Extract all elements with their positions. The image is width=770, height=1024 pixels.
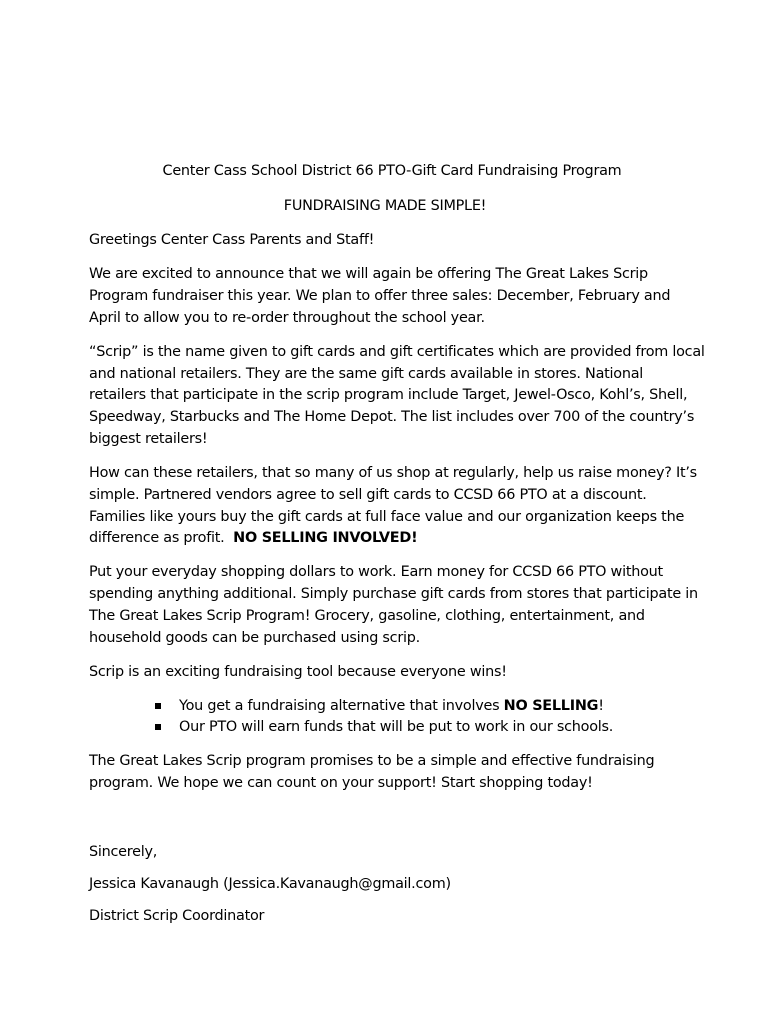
paragraph-line: household goods can be purchased using scrip.: [89, 630, 420, 646]
bullet-icon: [155, 724, 161, 730]
paragraph-line: We are excited to announce that we will again be offering The Great Lakes Scrip: [89, 266, 648, 282]
bullet-text-part: !: [598, 698, 604, 714]
paragraph-line: The Great Lakes Scrip program promises to be a simple and effective fundraising: [89, 753, 655, 769]
no-selling-emphasis: NO SELLING: [503, 698, 599, 714]
bullet-text: Our PTO will earn funds that will be put to work in our schools.: [179, 719, 614, 735]
paragraph-line: The Great Lakes Scrip Program! Grocery, gasoline, clothing, entertainment, and: [89, 608, 645, 624]
closing: Sincerely,: [89, 844, 158, 860]
paragraph-line: How can these retailers, that so many of us shop at regularly, help us raise money? It’s: [89, 465, 697, 481]
greeting: Greetings Center Cass Parents and Staff!: [89, 232, 375, 248]
signature-name: Jessica Kavanaugh (: [89, 876, 229, 892]
paragraph-line: [89, 528, 417, 550]
signature-close-paren: ): [445, 876, 451, 892]
paragraph-line: April to allow you to re-order throughout the school year.: [89, 310, 485, 326]
paragraph-line: Program fundraiser this year. We plan to offer three sales: December, February and: [89, 288, 671, 304]
paragraph-line: biggest retailers!: [89, 431, 208, 447]
paragraph-line: Scrip is an exciting fundraising tool because everyone wins!: [89, 664, 507, 680]
signature-email-link[interactable]: Jessica.Kavanaugh@gmail.com: [228, 876, 446, 892]
letter-subtitle: FUNDRAISING MADE SIMPLE!: [283, 198, 487, 214]
bullet-text: [179, 696, 604, 718]
paragraph-line: Speedway, Starbucks and The Home Depot. The list includes over 700 of the country’s: [89, 409, 695, 425]
paragraph-line: Put your everyday shopping dollars to work. Earn money for CCSD 66 PTO without: [89, 564, 663, 580]
no-selling-emphasis: NO SELLING INVOLVED!: [233, 530, 418, 546]
bullet-icon: [155, 703, 161, 709]
signature-title: District Scrip Coordinator: [89, 908, 265, 924]
paragraph-line: spending anything additional. Simply purchase gift cards from stores that participate in: [89, 586, 698, 602]
paragraph-line: and national retailers. They are the same gift cards available in stores. National: [89, 366, 644, 382]
paragraph-line: retailers that participate in the scrip program include Target, Jewel-Osco, Kohl’s, Shell,: [89, 387, 688, 403]
paragraph-line: “Scrip” is the name given to gift cards and gift certificates which are provided from local: [89, 344, 705, 360]
bullet-text-part: You get a fundraising alternative that involves: [179, 698, 504, 714]
paragraph-line: Families like yours buy the gift cards at full face value and our organization keeps the: [89, 509, 685, 525]
paragraph-line: program. We hope we can count on your support! Start shopping today!: [89, 775, 593, 791]
letter-title: Center Cass School District 66 PTO-Gift Card Fundraising Program: [162, 163, 622, 179]
signature-line: [89, 874, 451, 896]
paragraph-text: difference as profit.: [89, 530, 234, 546]
paragraph-line: simple. Partnered vendors agree to sell gift cards to CCSD 66 PTO at a discount.: [89, 487, 647, 503]
